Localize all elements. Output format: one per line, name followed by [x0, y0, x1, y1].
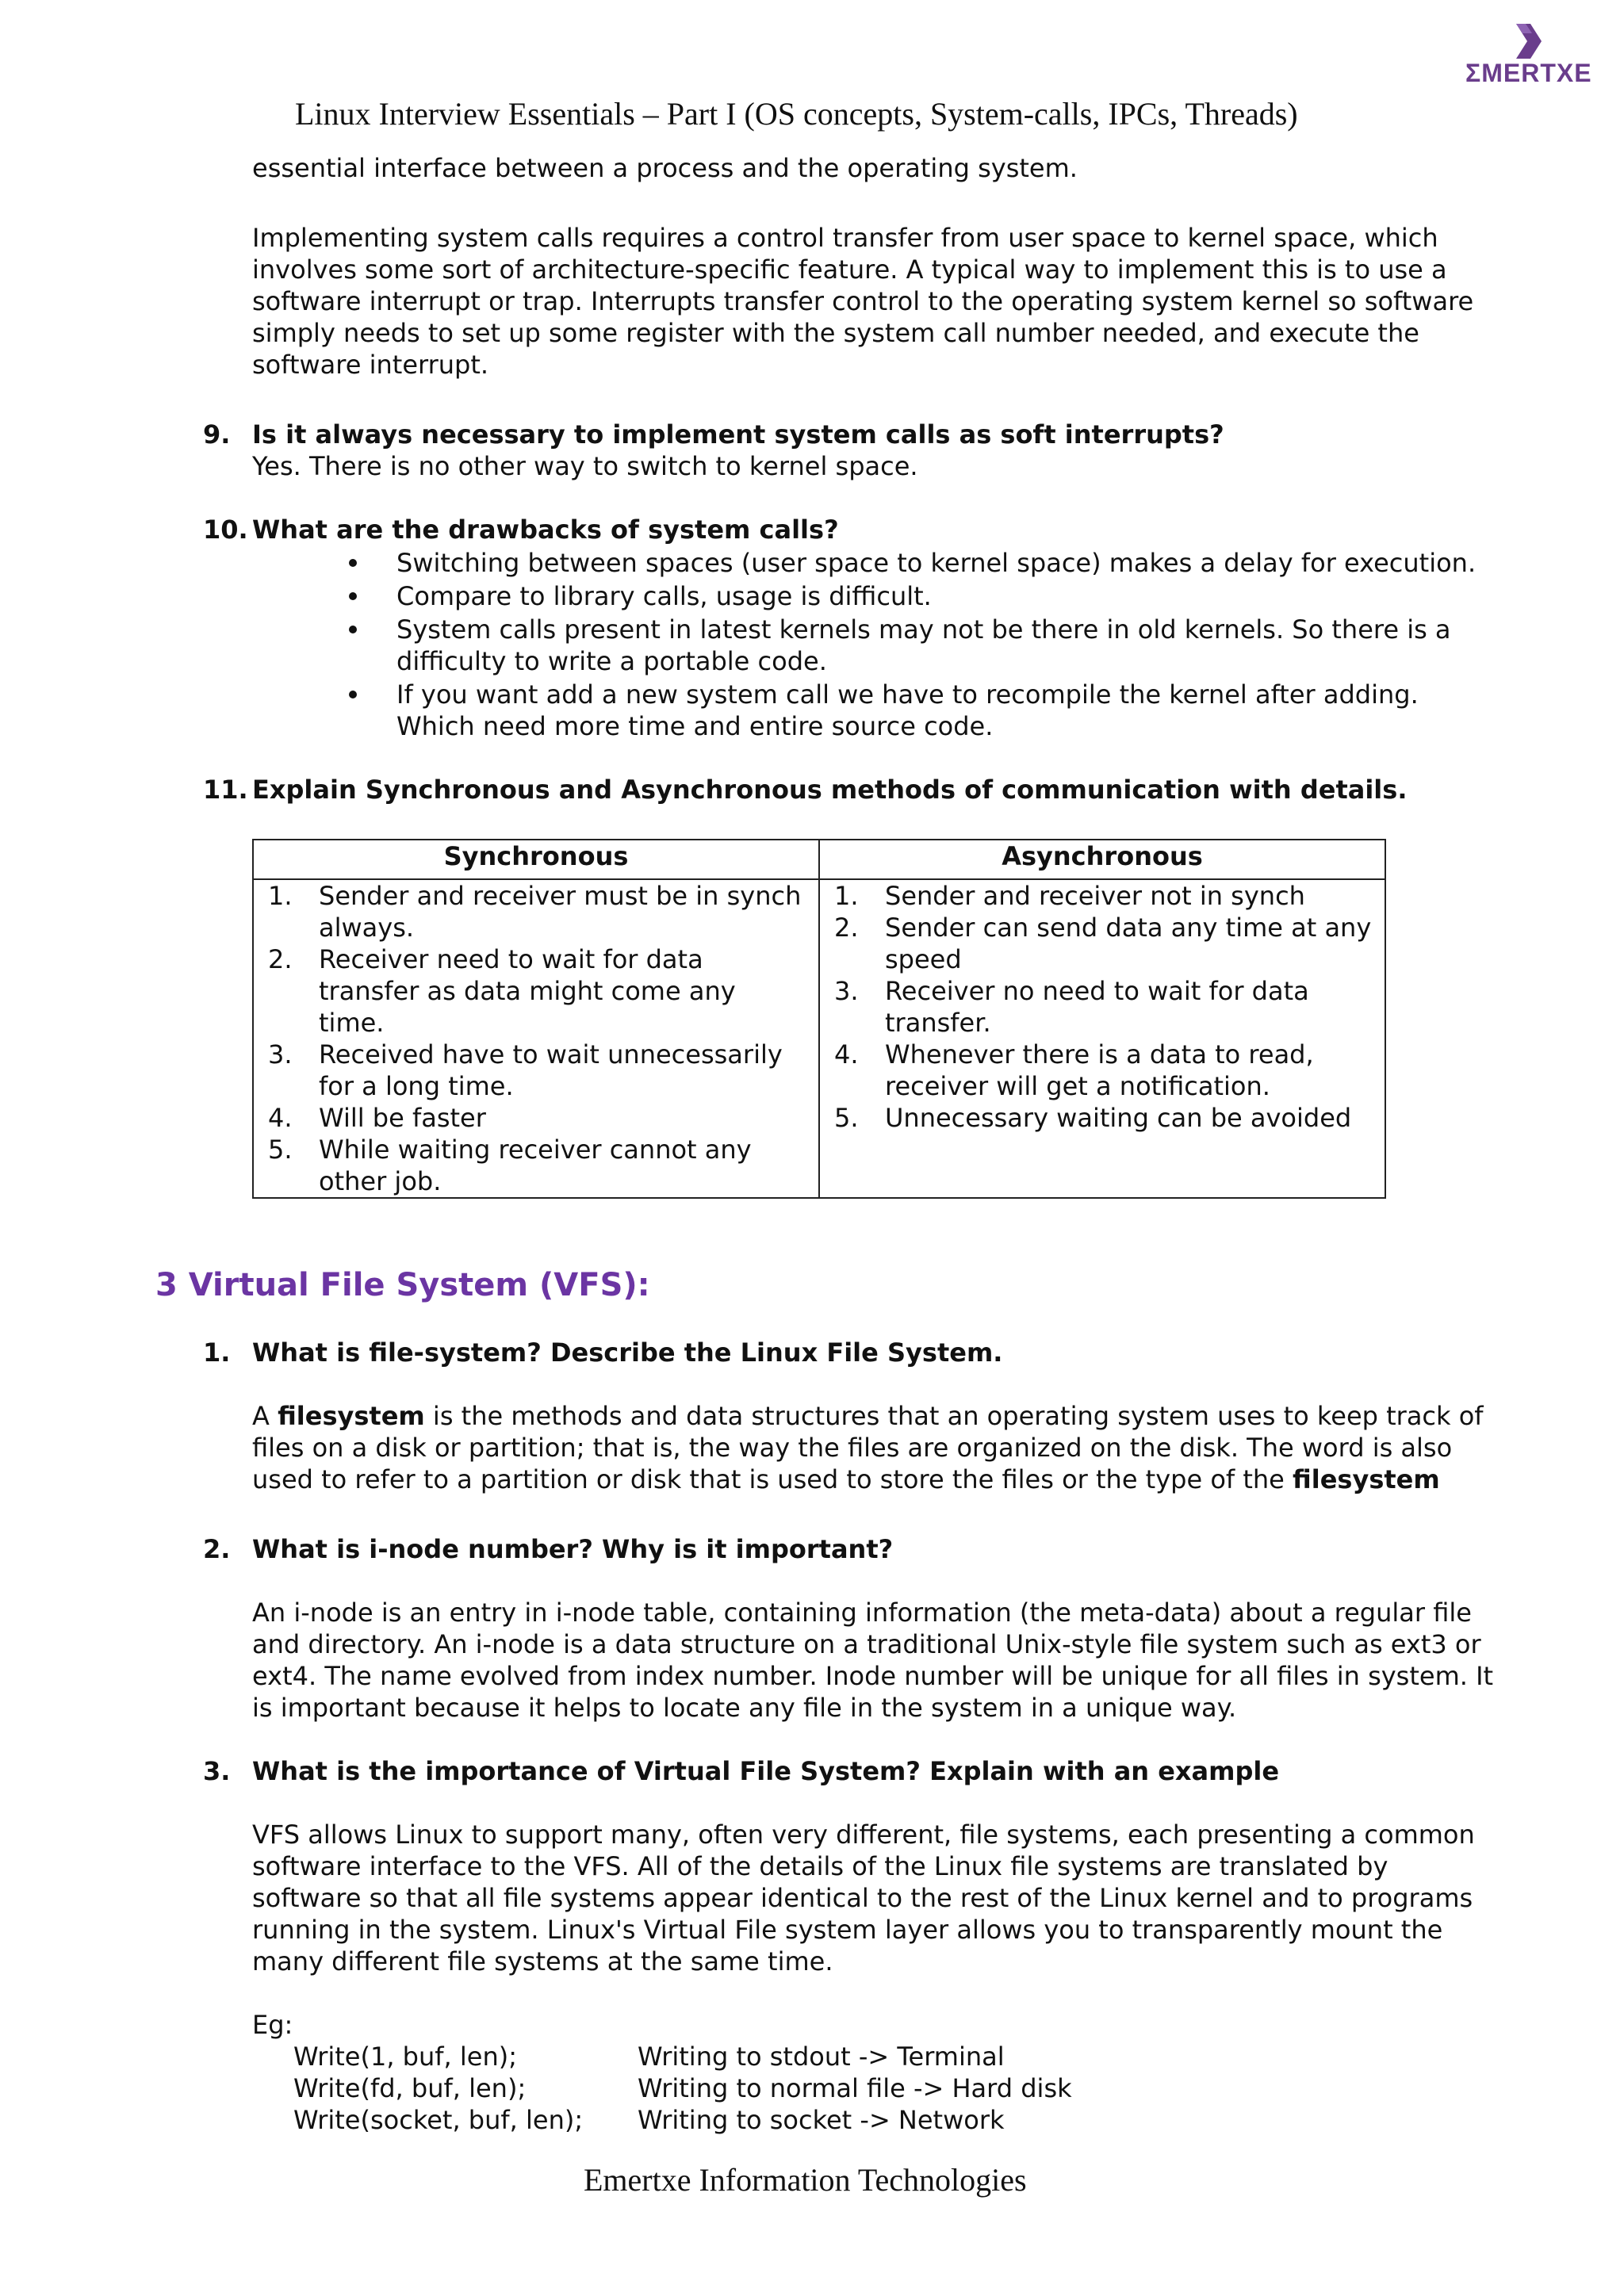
page-footer: Emertxe Information Technologies — [584, 2162, 1027, 2198]
vfs-question-2: What is i-node number? Why is it important? — [252, 1534, 894, 1564]
drawback-line: difficulty to write a portable code. — [396, 646, 827, 676]
drawback-line: Switching between spaces (user space to kernel space) makes a delay for execution. — [396, 548, 1477, 578]
example-desc: Writing to stdout -> Terminal — [638, 2042, 1005, 2072]
question-number: 10. — [203, 515, 248, 545]
question-10: What are the drawbacks of system calls? — [252, 515, 839, 545]
vfs-question-1: What is file-system? Describe the Linux File System. — [252, 1337, 1003, 1368]
example-call: Write(socket, buf, len); — [293, 2105, 584, 2135]
answer-9: Yes. There is no other way to switch to kernel space. — [252, 451, 918, 481]
section-heading: 3 Virtual File System (VFS): — [155, 1267, 650, 1303]
synchronous-cell — [253, 879, 819, 1198]
list-item: 2. Receiver need to wait for data transfer as data might come any time. — [268, 944, 736, 1038]
vfs-answer-2-line: An i-node is an entry in i-node table, containing information (the meta-data) about a regular file — [252, 1598, 1472, 1628]
vfs-answer-3-line: software so that all file systems appear identical to the rest of the Linux kernel and to programs — [252, 1883, 1473, 1913]
question-number: 9. — [203, 419, 231, 450]
list-item: 3. Receiver no need to wait for data transfer. — [834, 976, 1309, 1038]
logo-chevron-icon — [1513, 24, 1545, 59]
drawback-item — [396, 547, 1476, 579]
question-9: Is it always necessary to implement system calls as soft interrupts? — [252, 419, 1224, 450]
example-desc: Writing to normal file -> Hard disk — [638, 2073, 1072, 2103]
question-number: 11. — [203, 775, 248, 805]
intro-paragraph-line: simply needs to set up some register with the system call number needed, and execute the — [252, 318, 1419, 348]
vfs-answer-1-line: A filesystem is the methods and data structures that an operating system uses to keep track of — [252, 1401, 1484, 1431]
vfs-question-3: What is the importance of Virtual File System? Explain with an example — [252, 1756, 1280, 1786]
intro-paragraph-line: software interrupt. — [252, 350, 489, 380]
vfs-answer-1-line: used to refer to a partition or disk that is used to store the files or the type of the filesystem — [252, 1464, 1440, 1494]
list-item: 4. Whenever there is a data to read, receiver will get a notification. — [834, 1039, 1314, 1101]
drawback-item — [396, 614, 1451, 677]
table-header-asynchronous: Asynchronous — [819, 840, 1385, 879]
sync-async-table — [252, 839, 1386, 1199]
asynchronous-cell — [819, 879, 1385, 1198]
intro-paragraph-line: software interrupt or trap. Interrupts transfer control to the operating system kernel so software — [252, 286, 1474, 316]
drawback-line: If you want add a new system call we have to recompile the kernel after adding. — [396, 679, 1419, 710]
table-header-synchronous: Synchronous — [253, 840, 819, 879]
question-number: 1. — [203, 1337, 231, 1368]
question-number: 3. — [203, 1756, 231, 1786]
example-desc: Writing to socket -> Network — [638, 2105, 1005, 2135]
drawback-item — [396, 580, 932, 612]
list-item: 2. Sender can send data any time at any speed — [834, 913, 1372, 974]
intro-line: essential interface between a process and the operating system. — [252, 153, 1078, 183]
bullet-icon — [349, 592, 357, 600]
page-header-title: Linux Interview Essentials – Part I (OS concepts, System-calls, IPCs, Threads) — [295, 96, 1298, 132]
bullet-icon — [349, 626, 357, 633]
vfs-answer-2-line: is important because it helps to locate any file in the system in a unique way. — [252, 1693, 1237, 1723]
drawback-item — [396, 679, 1419, 742]
vfs-answer-3-line: many different file systems at the same time. — [252, 1946, 833, 1976]
list-item: 4. Will be faster — [268, 1103, 486, 1133]
vfs-answer-2 — [252, 1597, 1493, 1724]
example-call: Write(1, buf, len); — [293, 2042, 517, 2072]
drawback-line: Compare to library calls, usage is difficult. — [396, 581, 932, 611]
list-item: 3. Received have to wait unnecessarily for a long time. — [268, 1039, 783, 1101]
example-label: Eg: — [252, 2010, 293, 2040]
bullet-icon — [349, 559, 357, 567]
list-item: 1. Sender and receiver not in synch — [834, 881, 1305, 911]
logo-text: ΣMERTXE — [1465, 59, 1592, 87]
emertxe-logo — [1465, 24, 1592, 87]
vfs-answer-3-line: software interface to the VFS. All of the details of the Linux file systems are translated by — [252, 1851, 1388, 1881]
vfs-answer-2-line: and directory. An i-node is a data structure on a traditional Unix-style file system such as ext3 or — [252, 1629, 1481, 1659]
list-item: 5. While waiting receiver cannot any other job. — [268, 1135, 752, 1196]
list-item: 5. Unnecessary waiting can be avoided — [834, 1103, 1352, 1133]
bullet-icon — [349, 691, 357, 698]
drawback-line: Which need more time and entire source code. — [396, 711, 994, 741]
vfs-answer-3-line: running in the system. Linux's Virtual File system layer allows you to transparently mount the — [252, 1915, 1443, 1945]
list-item: 1. Sender and receiver must be in synch always. — [268, 881, 802, 943]
question-number: 2. — [203, 1534, 231, 1564]
intro-paragraph-line: Implementing system calls requires a control transfer from user space to kernel space, which — [252, 223, 1438, 253]
vfs-answer-3 — [252, 1819, 1475, 1977]
vfs-answer-3-line: VFS allows Linux to support many, often very different, file systems, each presenting a common — [252, 1820, 1475, 1850]
vfs-answer-1-line: files on a disk or partition; that is, the way the files are organized on the disk. The word is also — [252, 1433, 1453, 1463]
example-call: Write(fd, buf, len); — [293, 2073, 527, 2103]
intro-paragraph — [252, 222, 1473, 381]
drawback-line: System calls present in latest kernels may not be there in old kernels. So there is a — [396, 614, 1451, 645]
vfs-answer-2-line: ext4. The name evolved from index number. Inode number will be unique for all files in system. It — [252, 1661, 1494, 1691]
vfs-answer-1 — [252, 1400, 1484, 1495]
question-11: Explain Synchronous and Asynchronous methods of communication with details. — [252, 775, 1408, 805]
intro-paragraph-line: involves some sort of architecture-specific feature. A typical way to implement this is to use a — [252, 254, 1447, 285]
